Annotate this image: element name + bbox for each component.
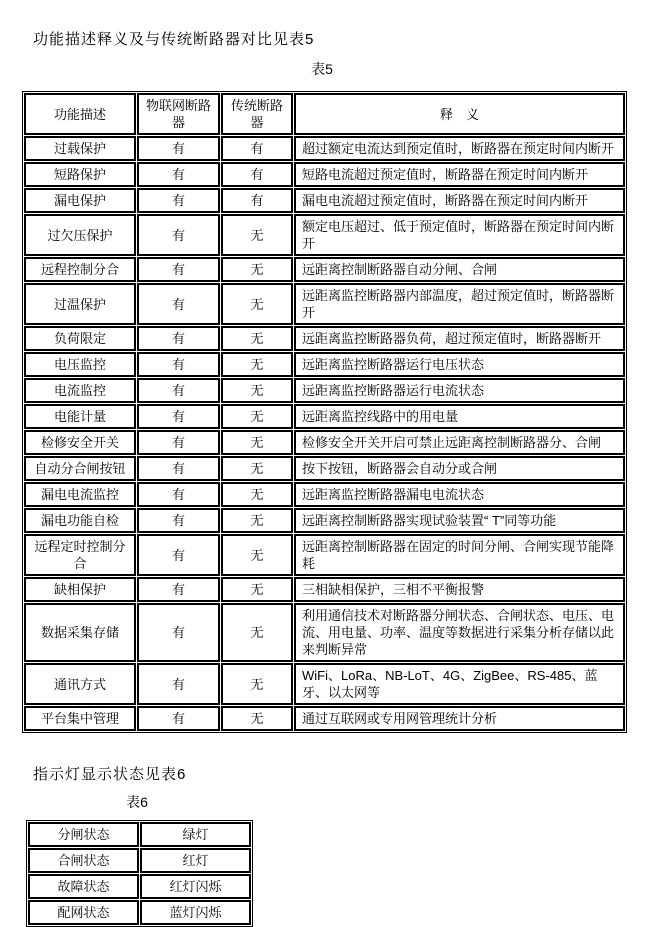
feature-cell: 短路保护 <box>24 162 136 187</box>
table-row <box>24 456 625 481</box>
feature-cell: 电能计量 <box>24 404 136 429</box>
indicator-table <box>26 820 253 927</box>
traditional-breaker-cell: 无 <box>221 456 293 481</box>
feature-cell: 漏电保护 <box>24 188 136 213</box>
table-row <box>28 900 251 925</box>
table-row <box>24 257 625 282</box>
traditional-breaker-cell: 无 <box>221 326 293 351</box>
feature-cell: 平台集中管理 <box>24 706 136 731</box>
description-cell: 远距离控制断路器自动分闸、合闸 <box>294 257 625 282</box>
traditional-breaker-cell: 无 <box>221 378 293 403</box>
table-row <box>24 706 625 731</box>
iot-breaker-column-header: 物联网断路器 <box>137 93 220 135</box>
table-row <box>24 214 625 256</box>
iot-breaker-cell: 有 <box>137 577 220 602</box>
description-cell: 利用通信技术对断路器分闸状态、合闸状态、电压、电流、用电量、功率、温度等数据进行采集分析存储以此来判断异常 <box>294 603 625 662</box>
indicator-light-cell: 红灯闪烁 <box>140 874 251 899</box>
iot-breaker-cell: 有 <box>137 456 220 481</box>
traditional-breaker-cell: 无 <box>221 482 293 507</box>
section-title-table6: 指示灯显示状态见表6 <box>33 766 187 783</box>
traditional-breaker-cell: 无 <box>221 534 293 576</box>
description-cell: WiFi、LoRa、NB-LoT、4G、ZigBee、RS-485、蓝牙、以太网等 <box>294 663 625 705</box>
iot-breaker-cell: 有 <box>137 378 220 403</box>
feature-cell: 电压监控 <box>24 352 136 377</box>
feature-cell: 漏电功能自检 <box>24 508 136 533</box>
traditional-breaker-cell: 有 <box>221 136 293 161</box>
iot-breaker-cell: 有 <box>137 162 220 187</box>
traditional-breaker-cell: 无 <box>221 508 293 533</box>
table-row <box>24 283 625 325</box>
indicator-table-body <box>28 822 251 925</box>
table-row <box>24 508 625 533</box>
table-row <box>24 136 625 161</box>
table-row <box>24 326 625 351</box>
iot-breaker-cell: 有 <box>137 534 220 576</box>
table-row <box>24 404 625 429</box>
traditional-breaker-cell: 无 <box>221 430 293 455</box>
status-name-cell: 配网状态 <box>28 900 139 925</box>
table-row <box>24 378 625 403</box>
description-cell: 远距离监控断路器运行电流状态 <box>294 378 625 403</box>
status-name-cell: 合闸状态 <box>28 848 139 873</box>
comparison-table-body <box>24 136 625 731</box>
indicator-light-cell: 红灯 <box>140 848 251 873</box>
iot-breaker-cell: 有 <box>137 706 220 731</box>
iot-breaker-cell: 有 <box>137 352 220 377</box>
traditional-breaker-cell: 无 <box>221 404 293 429</box>
status-name-cell: 故障状态 <box>28 874 139 899</box>
traditional-breaker-column-header: 传统断路器 <box>221 93 293 135</box>
table-row <box>24 430 625 455</box>
description-cell: 远距离控制断路器在固定的时间分闸、合闸实现节能降耗 <box>294 534 625 576</box>
iot-breaker-cell: 有 <box>137 430 220 455</box>
traditional-breaker-cell: 无 <box>221 257 293 282</box>
traditional-breaker-cell: 有 <box>221 188 293 213</box>
table6-caption: 表6 <box>126 794 148 810</box>
indicator-light-cell: 绿灯 <box>140 822 251 847</box>
table-row <box>24 482 625 507</box>
table-row <box>28 848 251 873</box>
table-row <box>24 534 625 576</box>
description-cell: 远距离控制断路器实现试验装置“ T”同等功能 <box>294 508 625 533</box>
description-cell: 漏电电流超过预定值时，断路器在预定时间内断开 <box>294 188 625 213</box>
feature-cell: 漏电电流监控 <box>24 482 136 507</box>
traditional-breaker-cell: 无 <box>221 214 293 256</box>
iot-breaker-cell: 有 <box>137 326 220 351</box>
feature-cell: 远程控制分合 <box>24 257 136 282</box>
feature-cell: 过欠压保护 <box>24 214 136 256</box>
iot-breaker-cell: 有 <box>137 188 220 213</box>
table-row <box>28 874 251 899</box>
description-column-header: 释 义 <box>294 93 625 135</box>
table-row <box>24 663 625 705</box>
description-cell: 短路电流超过预定值时，断路器在预定时间内断开 <box>294 162 625 187</box>
traditional-breaker-cell: 无 <box>221 663 293 705</box>
feature-cell: 远程定时控制分合 <box>24 534 136 576</box>
feature-cell: 通讯方式 <box>24 663 136 705</box>
feature-cell: 过温保护 <box>24 283 136 325</box>
description-cell: 超过额定电流达到预定值时，断路器在预定时间内断开 <box>294 136 625 161</box>
document-page <box>0 28 649 927</box>
description-cell: 三相缺相保护，三相不平衡报警 <box>294 577 625 602</box>
feature-cell: 电流监控 <box>24 378 136 403</box>
table-row <box>24 603 625 662</box>
iot-breaker-cell: 有 <box>137 214 220 256</box>
table5-caption: 表5 <box>311 61 333 77</box>
description-cell: 额定电压超过、低于预定值时，断路器在预定时间内断开 <box>294 214 625 256</box>
traditional-breaker-cell: 无 <box>221 706 293 731</box>
traditional-breaker-cell: 无 <box>221 577 293 602</box>
comparison-table-header-row <box>24 93 625 135</box>
table-row <box>28 822 251 847</box>
feature-column-header: 功能描述 <box>24 93 136 135</box>
feature-cell: 检修安全开关 <box>24 430 136 455</box>
description-cell: 远距离监控断路器内部温度，超过预定值时，断路器断开 <box>294 283 625 325</box>
indicator-light-cell: 蓝灯闪烁 <box>140 900 251 925</box>
traditional-breaker-cell: 无 <box>221 352 293 377</box>
iot-breaker-cell: 有 <box>137 663 220 705</box>
table-row <box>24 162 625 187</box>
feature-cell: 缺相保护 <box>24 577 136 602</box>
status-name-cell: 分闸状态 <box>28 822 139 847</box>
description-cell: 按下按钮，断路器会自动分或合闸 <box>294 456 625 481</box>
description-cell: 检修安全开关开启可禁止远距离控制断路器分、合闸 <box>294 430 625 455</box>
traditional-breaker-cell: 有 <box>221 162 293 187</box>
iot-breaker-cell: 有 <box>137 603 220 662</box>
traditional-breaker-cell: 无 <box>221 283 293 325</box>
iot-breaker-cell: 有 <box>137 482 220 507</box>
description-cell: 远距离监控断路器运行电压状态 <box>294 352 625 377</box>
iot-breaker-cell: 有 <box>137 257 220 282</box>
table-row <box>24 188 625 213</box>
traditional-breaker-cell: 无 <box>221 603 293 662</box>
table-row <box>24 352 625 377</box>
iot-breaker-cell: 有 <box>137 508 220 533</box>
feature-cell: 自动分合闸按钮 <box>24 456 136 481</box>
comparison-table <box>22 91 627 733</box>
description-cell: 远距离监控线路中的用电量 <box>294 404 625 429</box>
description-cell: 远距离监控断路器漏电电流状态 <box>294 482 625 507</box>
description-cell: 远距离监控断路器负荷，超过预定值时，断路器断开 <box>294 326 625 351</box>
section-title-table5: 功能描述释义及与传统断路器对比见表5 <box>33 31 315 48</box>
iot-breaker-cell: 有 <box>137 283 220 325</box>
iot-breaker-cell: 有 <box>137 136 220 161</box>
table-row <box>24 577 625 602</box>
iot-breaker-cell: 有 <box>137 404 220 429</box>
description-cell: 通过互联网或专用网管理统计分析 <box>294 706 625 731</box>
feature-cell: 负荷限定 <box>24 326 136 351</box>
feature-cell: 数据采集存储 <box>24 603 136 662</box>
feature-cell: 过载保护 <box>24 136 136 161</box>
